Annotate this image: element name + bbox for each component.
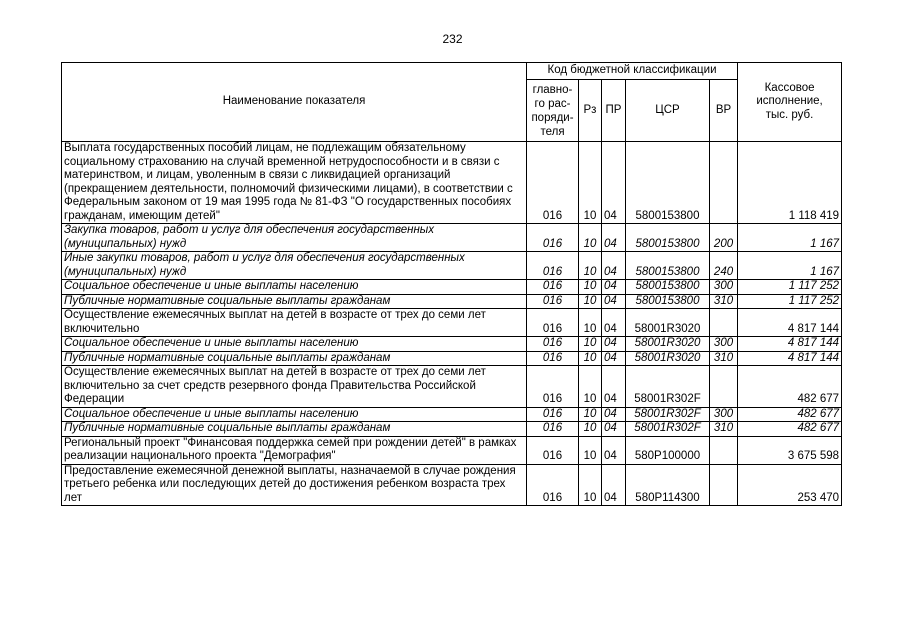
header-rz: Рз (579, 80, 602, 142)
cell-rz: 10 (579, 142, 602, 224)
cell-csr: 58001R3020 (626, 351, 710, 366)
cell-name: Осуществление ежемесячных выплат на детей в возрасте от трех до семи лет включительно (62, 309, 527, 337)
table-row (62, 309, 842, 337)
table-row (62, 436, 842, 464)
cell-name: Социальное обеспечение и иные выплаты населению (62, 407, 527, 422)
header-name: Наименование показателя (62, 63, 527, 142)
cell-rz: 10 (579, 224, 602, 252)
cell-gl: 016 (527, 366, 579, 408)
cell-amount: 4 817 144 (738, 337, 842, 352)
cell-gl: 016 (527, 464, 579, 506)
table-row (62, 142, 842, 224)
cell-amount: 1 117 252 (738, 280, 842, 295)
cell-vr: 300 (710, 337, 738, 352)
cell-vr: 310 (710, 351, 738, 366)
header-amount: Кассовое исполнение, тыс. руб. (738, 63, 842, 142)
cell-amount: 1 118 419 (738, 142, 842, 224)
cell-name: Публичные нормативные социальные выплаты гражданам (62, 351, 527, 366)
cell-pr: 04 (602, 224, 626, 252)
cell-rz: 10 (579, 464, 602, 506)
table-row (62, 224, 842, 252)
cell-pr: 04 (602, 351, 626, 366)
cell-gl: 016 (527, 252, 579, 280)
table-row (62, 294, 842, 309)
cell-csr: 5800153800 (626, 294, 710, 309)
cell-vr: 200 (710, 224, 738, 252)
cell-gl: 016 (527, 280, 579, 295)
cell-vr: 240 (710, 252, 738, 280)
cell-vr (710, 464, 738, 506)
cell-pr: 04 (602, 407, 626, 422)
cell-name: Региональный проект "Финансовая поддержка семей при рождении детей" в рамках реализации национального проекта "Демография" (62, 436, 527, 464)
cell-rz: 10 (579, 294, 602, 309)
cell-vr (710, 436, 738, 464)
table-row (62, 280, 842, 295)
cell-vr: 300 (710, 407, 738, 422)
cell-csr: 5800153800 (626, 142, 710, 224)
cell-rz: 10 (579, 436, 602, 464)
cell-csr: 580P114300 (626, 464, 710, 506)
cell-rz: 10 (579, 280, 602, 295)
cell-rz: 10 (579, 407, 602, 422)
cell-gl: 016 (527, 294, 579, 309)
cell-gl: 016 (527, 351, 579, 366)
cell-amount: 4 817 144 (738, 309, 842, 337)
cell-name: Предоставление ежемесячной денежной выплаты, назначаемой в случае рождения третьего ребенка или последующих детей до достижения ребенком возраста трех лет (62, 464, 527, 506)
table-row (62, 337, 842, 352)
table-row (62, 252, 842, 280)
budget-table (61, 62, 842, 506)
cell-name: Социальное обеспечение и иные выплаты населению (62, 280, 527, 295)
header-classification-group: Код бюджетной классификации (527, 63, 738, 80)
cell-rz: 10 (579, 337, 602, 352)
cell-pr: 04 (602, 252, 626, 280)
cell-rz: 10 (579, 366, 602, 408)
header-csr: ЦСР (626, 80, 710, 142)
table-row (62, 464, 842, 506)
cell-rz: 10 (579, 422, 602, 437)
cell-amount: 482 677 (738, 407, 842, 422)
cell-name: Выплата государственных пособий лицам, не подлежащим обязательному социальному страхованию на случай временной нетрудоспособности и в связи с материнством, и лицам, уволенным в связи с ликвидацией организаций (прекращением деятельности, полномочий физическими лицами), в соответствии с Федеральным законом от 19 мая 1995 года № 81-ФЗ "О государственных пособиях гражданам, имеющим детей" (62, 142, 527, 224)
cell-csr: 5800153800 (626, 280, 710, 295)
cell-gl: 016 (527, 407, 579, 422)
cell-csr: 5800153800 (626, 224, 710, 252)
cell-vr (710, 366, 738, 408)
cell-csr: 58001R302F (626, 407, 710, 422)
cell-vr: 300 (710, 280, 738, 295)
cell-pr: 04 (602, 294, 626, 309)
table-row (62, 366, 842, 408)
cell-rz: 10 (579, 252, 602, 280)
table-body (62, 142, 842, 506)
table-row (62, 407, 842, 422)
cell-amount: 253 470 (738, 464, 842, 506)
cell-gl: 016 (527, 422, 579, 437)
cell-csr: 58001R3020 (626, 309, 710, 337)
cell-vr (710, 142, 738, 224)
cell-gl: 016 (527, 337, 579, 352)
cell-gl: 016 (527, 224, 579, 252)
cell-pr: 04 (602, 280, 626, 295)
cell-amount: 1 167 (738, 224, 842, 252)
cell-csr: 58001R302F (626, 422, 710, 437)
page-number: 232 (442, 32, 463, 46)
cell-amount: 3 675 598 (738, 436, 842, 464)
cell-pr: 04 (602, 337, 626, 352)
cell-name: Публичные нормативные социальные выплаты гражданам (62, 422, 527, 437)
cell-gl: 016 (527, 309, 579, 337)
cell-rz: 10 (579, 351, 602, 366)
cell-csr: 58001R3020 (626, 337, 710, 352)
table-row (62, 422, 842, 437)
header-vr: ВР (710, 80, 738, 142)
cell-pr: 04 (602, 464, 626, 506)
cell-amount: 482 677 (738, 422, 842, 437)
cell-pr: 04 (602, 436, 626, 464)
cell-csr: 58001R302F (626, 366, 710, 408)
cell-pr: 04 (602, 142, 626, 224)
cell-gl: 016 (527, 142, 579, 224)
cell-amount: 1 167 (738, 252, 842, 280)
table-row (62, 351, 842, 366)
cell-vr: 310 (710, 294, 738, 309)
cell-name: Иные закупки товаров, работ и услуг для обеспечения государственных (муниципальных) нужд (62, 252, 527, 280)
cell-pr: 04 (602, 422, 626, 437)
cell-amount: 4 817 144 (738, 351, 842, 366)
cell-pr: 04 (602, 309, 626, 337)
cell-amount: 1 117 252 (738, 294, 842, 309)
cell-name: Публичные нормативные социальные выплаты гражданам (62, 294, 527, 309)
cell-gl: 016 (527, 436, 579, 464)
cell-vr: 310 (710, 422, 738, 437)
cell-rz: 10 (579, 309, 602, 337)
cell-csr: 5800153800 (626, 252, 710, 280)
cell-name: Социальное обеспечение и иные выплаты населению (62, 337, 527, 352)
cell-pr: 04 (602, 366, 626, 408)
header-gl: главно- го рас- поряди- теля (527, 80, 579, 142)
cell-csr: 580P100000 (626, 436, 710, 464)
cell-name: Осуществление ежемесячных выплат на детей в возрасте от трех до семи лет включительно за счет средств резервного фонда Правительства Российской Федерации (62, 366, 527, 408)
cell-vr (710, 309, 738, 337)
cell-amount: 482 677 (738, 366, 842, 408)
cell-name: Закупка товаров, работ и услуг для обеспечения государственных (муниципальных) нужд (62, 224, 527, 252)
header-pr: ПР (602, 80, 626, 142)
